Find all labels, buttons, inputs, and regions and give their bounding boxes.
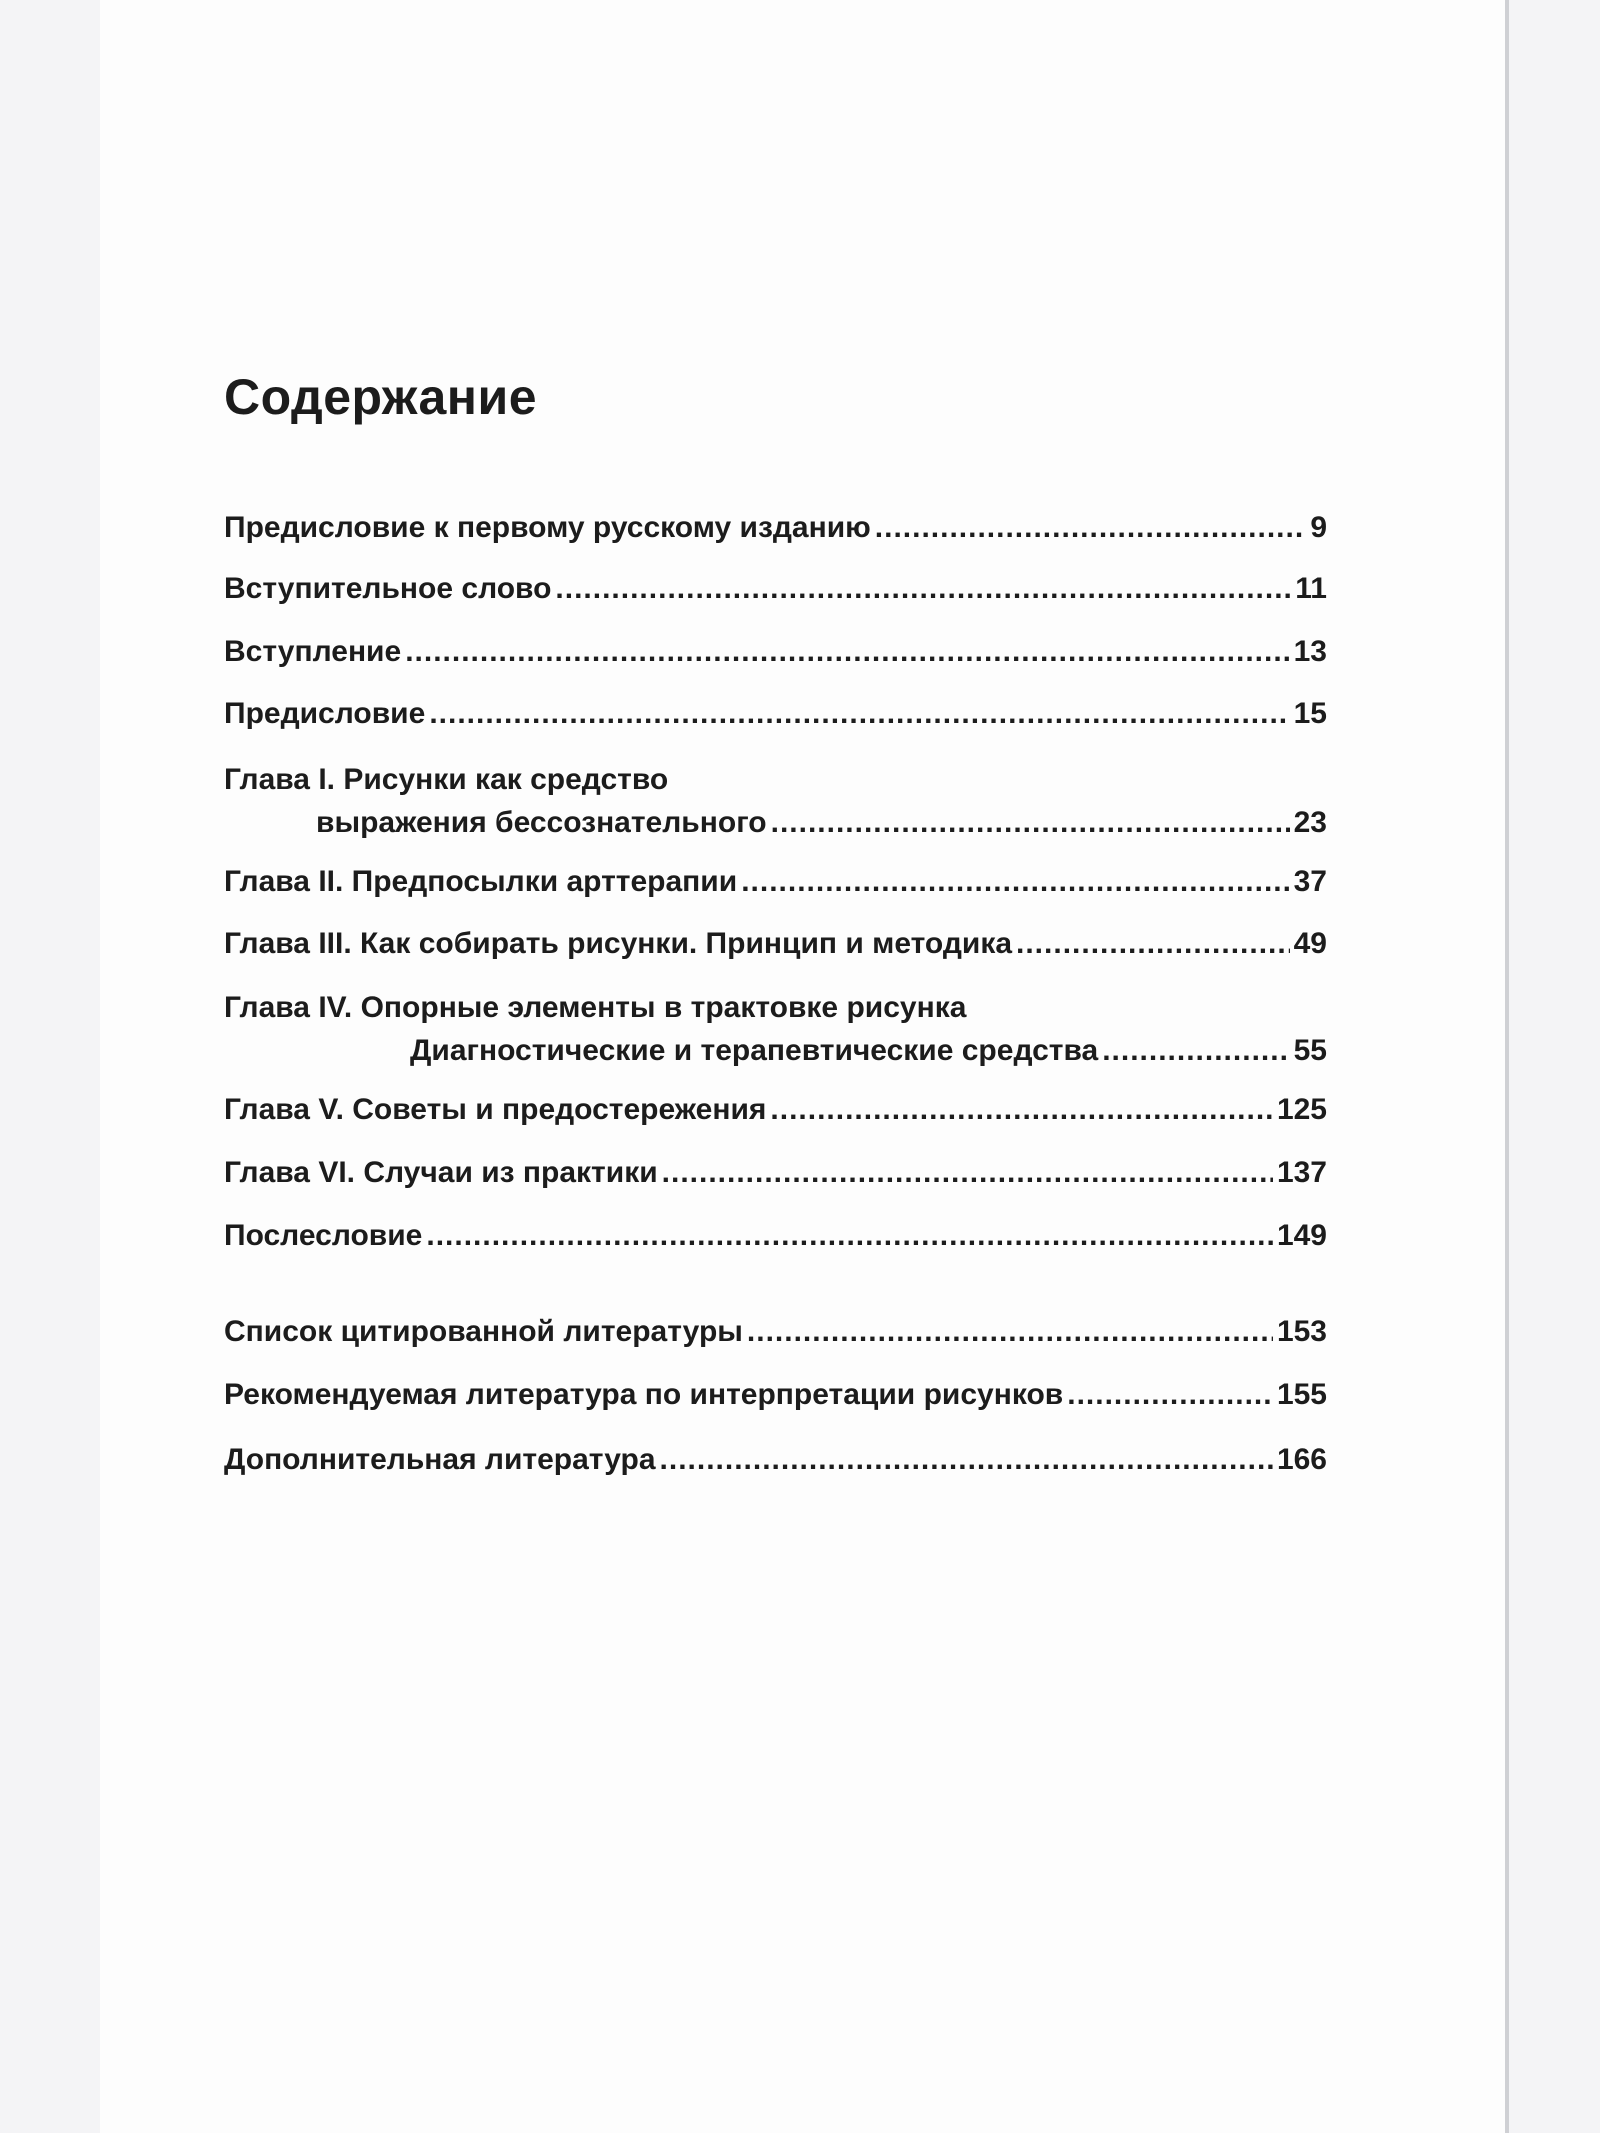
toc-entry-label: Вступительное слово (224, 572, 552, 605)
toc-entry-label: Послесловие (224, 1219, 423, 1252)
toc-entry-page: 23 (1293, 806, 1327, 839)
dot-leader (1016, 924, 1290, 964)
dot-leader (429, 694, 1289, 734)
dot-leader (875, 508, 1307, 548)
toc-entry-page: 15 (1293, 697, 1327, 730)
dot-leader (741, 862, 1289, 902)
toc-entry-additional-literature (224, 1440, 1327, 1480)
dot-leader (1102, 1031, 1289, 1071)
toc-entry-label: Диагностические и терапевтические средства (410, 1034, 1099, 1067)
toc-entry-label: Список цитированной литературы (224, 1315, 743, 1348)
toc-entry-chapter-5 (224, 1090, 1327, 1130)
toc-entry-page: 11 (1295, 572, 1327, 605)
dot-leader (555, 569, 1291, 609)
toc-entry-label: Глава V. Советы и предостережения (224, 1093, 767, 1126)
toc-entry-page: 37 (1293, 865, 1327, 898)
toc-entry-page: 153 (1276, 1315, 1327, 1348)
toc-entry-page: 55 (1293, 1034, 1327, 1067)
page-edge (1505, 0, 1509, 2133)
toc-entry-cited-literature (224, 1312, 1327, 1352)
toc-entry-chapter-2 (224, 862, 1327, 902)
toc-entry-label: Предисловие к первому русскому изданию (224, 511, 871, 544)
toc-entry-afterword (224, 1216, 1327, 1256)
toc-entry-page: 155 (1276, 1378, 1327, 1411)
toc-entry-label: Дополнительная литература (224, 1443, 656, 1476)
toc-entry-page: 49 (1293, 927, 1327, 960)
toc-entry-foreword-russian (224, 508, 1327, 548)
toc-entry-page: 125 (1276, 1093, 1327, 1126)
dot-leader (660, 1440, 1273, 1480)
toc-entry-page: 9 (1310, 511, 1327, 544)
dot-leader (747, 1312, 1273, 1352)
toc-entry-opening-word (224, 569, 1327, 609)
toc-entry-introduction (224, 632, 1327, 672)
toc-entry-label-line1: Глава I. Рисунки как средство (224, 763, 669, 796)
toc-entry-chapter-1 (224, 760, 1327, 843)
toc-entry-label: Глава III. Как собирать рисунки. Принцип и методика (224, 927, 1013, 960)
toc-entry-label: выражения бессознательного (316, 806, 767, 839)
toc-entry-label: Вступление (224, 635, 402, 668)
dot-leader (426, 1216, 1273, 1256)
toc-entry-label-line1: Глава IV. Опорные элементы в трактовке рисунка (224, 991, 967, 1024)
dot-leader (771, 803, 1290, 843)
toc-entry-label: Глава VI. Случаи из практики (224, 1156, 658, 1189)
toc-entry-preface (224, 694, 1327, 734)
dot-leader (1067, 1375, 1273, 1415)
toc-entry-page: 166 (1276, 1443, 1327, 1476)
toc-entry-recommended-literature (224, 1375, 1327, 1415)
dot-leader (770, 1090, 1273, 1130)
toc-entry-chapter-3 (224, 924, 1327, 964)
toc-entry-page: 149 (1276, 1219, 1327, 1252)
dot-leader (662, 1153, 1273, 1193)
dot-leader (405, 632, 1289, 672)
toc-entry-chapter-4 (224, 988, 1327, 1071)
toc-entry-page: 13 (1293, 635, 1327, 668)
toc-entry-page: 137 (1276, 1156, 1327, 1189)
toc-entry-chapter-6 (224, 1153, 1327, 1193)
toc-entry-label: Глава II. Предпосылки арттерапии (224, 865, 738, 898)
toc-entry-label: Предисловие (224, 697, 426, 730)
page-title: Содержание (224, 369, 538, 425)
toc-entry-label: Рекомендуемая литература по интерпретации рисунков (224, 1378, 1064, 1411)
